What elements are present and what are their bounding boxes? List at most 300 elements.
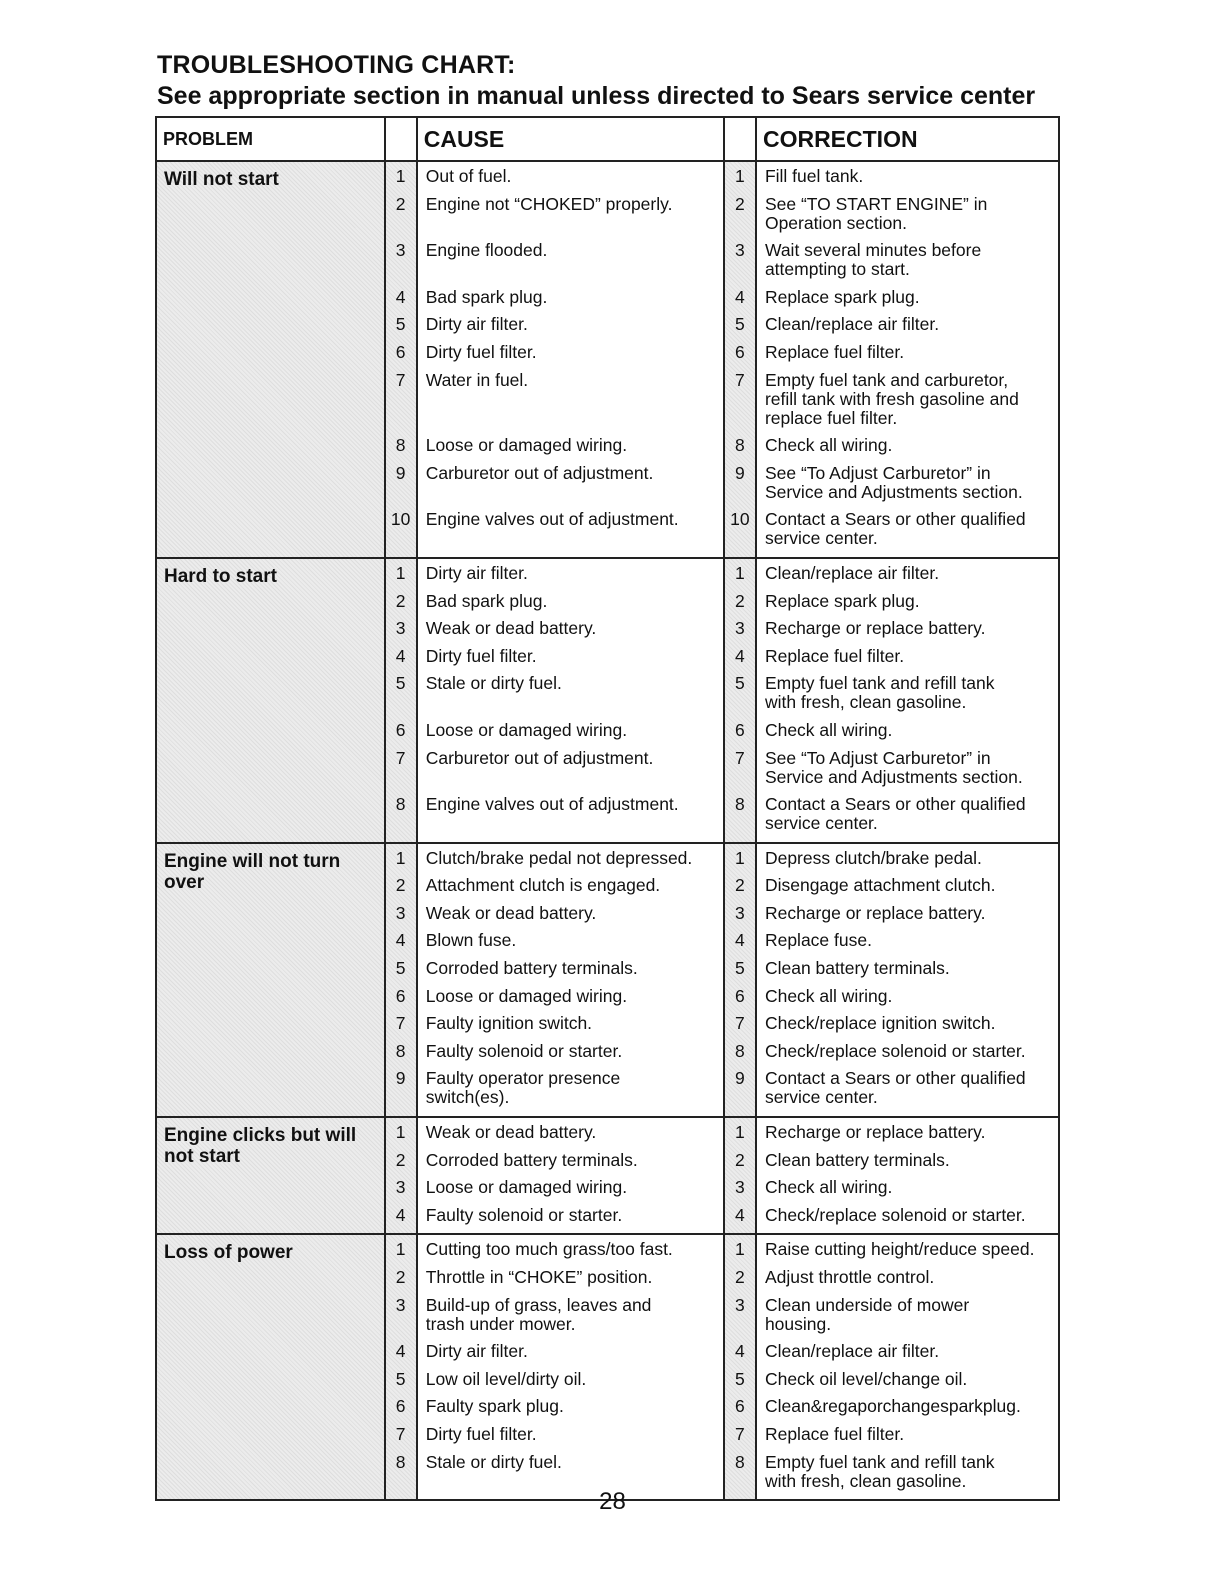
problem-cell (156, 1234, 385, 1500)
list-item (418, 1268, 723, 1296)
problem-label: Will not start (164, 169, 279, 190)
list-item (418, 749, 723, 796)
correction-text: Replace fuel filter. (764, 1423, 905, 1444)
column-header-problem: PROBLEM (156, 117, 385, 161)
problem-label: Loss of power (164, 1242, 293, 1264)
correction-number: 4 (734, 286, 745, 307)
cause-number: 7 (395, 369, 406, 390)
list-item (418, 241, 723, 288)
cause-number: 4 (395, 645, 406, 666)
list-item (725, 1342, 755, 1370)
correction-text: Fill fuel tank. (764, 166, 864, 186)
list-item (386, 288, 416, 316)
list-item (386, 1178, 416, 1206)
list-item (725, 1123, 755, 1151)
correction-number: 9 (734, 1068, 745, 1089)
problem-cell (156, 161, 385, 558)
list-item (386, 1268, 416, 1296)
list-item (757, 1178, 1058, 1206)
list-item (418, 674, 723, 721)
list-item (725, 876, 755, 904)
cause-number: 2 (395, 875, 406, 896)
column-header-correction: CORRECTION (756, 117, 1059, 161)
cause-text: Faulty operator presence switch(es). (425, 1068, 621, 1108)
list-item (418, 564, 723, 592)
cause-number: 8 (395, 1451, 406, 1472)
list-item (418, 1178, 723, 1206)
list-item (725, 849, 755, 877)
cause-text: Bad spark plug. (425, 286, 548, 307)
list-item (386, 1042, 416, 1070)
list-item (386, 1014, 416, 1042)
list-item (418, 1206, 723, 1234)
list-item (418, 959, 723, 987)
list-item (418, 436, 723, 464)
list-item (757, 1123, 1058, 1151)
cause-text: Stale or dirty fuel. (425, 673, 562, 694)
correction-number: 4 (734, 1204, 745, 1225)
list-item (757, 904, 1058, 932)
list-item (757, 959, 1058, 987)
cause-number: 6 (395, 1396, 406, 1417)
cause-number: 6 (395, 341, 406, 362)
problem-label: Engine clicks but will not start (164, 1125, 357, 1168)
cause-text: Faulty solenoid or starter. (425, 1204, 623, 1225)
correction-text: Clean battery terminals. (764, 1149, 950, 1170)
problem-label: Engine will not turn over (164, 850, 341, 893)
cause-number: 2 (395, 193, 406, 214)
list-item (725, 1370, 755, 1398)
list-item (725, 931, 755, 959)
list-item (418, 931, 723, 959)
list-item (725, 1151, 755, 1179)
list-item (418, 464, 723, 511)
list-item (386, 315, 416, 343)
cause-number: 3 (395, 1177, 406, 1198)
correction-text: Replace fuel filter. (764, 341, 905, 362)
list-item (418, 795, 723, 842)
problem-cell (156, 1117, 385, 1234)
correction-number: 3 (734, 618, 745, 639)
correction-number: 10 (730, 509, 750, 530)
list-item (386, 674, 416, 721)
cause-number: 1 (395, 166, 406, 186)
list-item (725, 987, 755, 1015)
correction-text: Clean&regaporchangesparkplug. (764, 1396, 1021, 1417)
correction-text: Replace spark plug. (764, 286, 920, 307)
cause-number: 8 (395, 1040, 406, 1061)
correction-text: Contact a Sears or other qualified service center. (764, 1068, 1026, 1108)
column-header-cause: CAUSE (417, 117, 724, 161)
correction-text: Empty fuel tank and refill tank with fresh, clean gasoline. (764, 673, 995, 713)
list-item (386, 241, 416, 288)
list-item (418, 1296, 723, 1343)
cause-text: Loose or damaged wiring. (425, 1177, 628, 1198)
list-item (386, 987, 416, 1015)
correction-number: 7 (734, 1013, 745, 1034)
cause-text: Dirty air filter. (425, 1341, 528, 1362)
list-item (725, 241, 755, 288)
correction-number: 1 (734, 1239, 745, 1260)
list-item (725, 1296, 755, 1343)
list-item (386, 195, 416, 242)
correction-number: 7 (734, 1423, 745, 1444)
list-item (757, 1014, 1058, 1042)
list-item (386, 1425, 416, 1453)
cause-number: 6 (395, 985, 406, 1006)
list-item (757, 1151, 1058, 1179)
list-item (757, 931, 1058, 959)
correction-number-cell (724, 1117, 756, 1234)
table-body (156, 161, 1059, 1500)
cause-number: 2 (395, 590, 406, 611)
correction-number: 1 (734, 166, 745, 186)
correction-number: 3 (734, 240, 745, 261)
list-item (725, 564, 755, 592)
correction-number: 9 (734, 462, 745, 483)
cause-text: Weak or dead battery. (425, 1122, 597, 1143)
cause-number: 9 (395, 1068, 406, 1089)
list-item (418, 1042, 723, 1070)
correction-number: 5 (734, 673, 745, 694)
list-item (725, 288, 755, 316)
list-item (386, 510, 416, 557)
list-item (386, 749, 416, 796)
correction-text: Raise cutting height/reduce speed. (764, 1239, 1035, 1260)
list-item (386, 167, 416, 195)
list-item (418, 876, 723, 904)
correction-number: 2 (734, 875, 745, 896)
list-item (386, 371, 416, 437)
cause-number: 8 (395, 435, 406, 456)
list-item (418, 1425, 723, 1453)
list-item (757, 343, 1058, 371)
correction-text: Clean battery terminals. (764, 958, 950, 979)
correction-text: Empty fuel tank and refill tank with fresh, clean gasoline. (764, 1451, 995, 1491)
list-item (725, 1178, 755, 1206)
problem-label: Hard to start (164, 565, 277, 587)
correction-text-cell (756, 558, 1059, 843)
correction-text: Wait several minutes before attempting to start. (764, 240, 982, 280)
list-item (418, 1151, 723, 1179)
list-item (418, 167, 723, 195)
cause-number: 3 (395, 618, 406, 639)
cause-text-cell (417, 1234, 724, 1500)
correction-text: Empty fuel tank and carburetor, refill tank with fresh gasoline and replace fuel filter. (764, 369, 1019, 428)
cause-number: 7 (395, 1423, 406, 1444)
list-item (757, 1042, 1058, 1070)
list-item (757, 288, 1058, 316)
page-number: 28 (599, 1488, 626, 1515)
list-item (725, 904, 755, 932)
correction-number: 3 (734, 902, 745, 923)
problem-section-row (156, 1234, 1059, 1500)
correction-number: 6 (734, 719, 745, 740)
correction-number: 6 (734, 985, 745, 1006)
list-item (418, 315, 723, 343)
list-item (386, 564, 416, 592)
cause-number: 1 (395, 847, 406, 868)
problem-cell (156, 558, 385, 843)
cause-text: Faulty spark plug. (425, 1396, 564, 1417)
list-item (725, 1014, 755, 1042)
column-header-cause-number (385, 117, 417, 161)
correction-number: 8 (734, 794, 745, 815)
list-item (725, 619, 755, 647)
correction-text: Check all wiring. (764, 1177, 893, 1198)
cause-text: Throttle in “CHOKE” position. (425, 1267, 653, 1287)
correction-text: Check/replace ignition switch. (764, 1013, 996, 1034)
list-item (757, 1069, 1058, 1116)
list-item (725, 959, 755, 987)
column-header-correction-number (724, 117, 756, 161)
list-item (386, 1370, 416, 1398)
list-item (725, 1042, 755, 1070)
list-item (418, 343, 723, 371)
correction-number: 7 (734, 747, 745, 768)
list-item (725, 749, 755, 796)
list-item (757, 1240, 1058, 1268)
cause-text: Water in fuel. (425, 369, 529, 390)
cause-number: 4 (395, 1204, 406, 1225)
correction-text: Replace fuel filter. (764, 645, 905, 666)
list-item (386, 721, 416, 749)
correction-text: Check/replace solenoid or starter. (764, 1204, 1026, 1225)
correction-text: See “To Adjust Carburetor” in Service and Adjustments section. (764, 462, 1023, 502)
cause-text: Dirty fuel filter. (425, 341, 537, 362)
cause-text: Corroded battery terminals. (425, 1149, 638, 1170)
cause-number: 5 (395, 1368, 406, 1389)
list-item (386, 904, 416, 932)
table-header-row (156, 117, 1059, 161)
list-item (386, 647, 416, 675)
correction-number-cell (724, 843, 756, 1117)
correction-number-cell (724, 558, 756, 843)
cause-text: Blown fuse. (425, 930, 517, 951)
list-item (757, 674, 1058, 721)
cause-text: Weak or dead battery. (425, 902, 597, 923)
list-item (725, 647, 755, 675)
correction-text: Check all wiring. (764, 985, 893, 1006)
list-item (386, 849, 416, 877)
cause-number: 2 (395, 1149, 406, 1170)
problem-cell (156, 843, 385, 1117)
cause-text: Loose or damaged wiring. (425, 719, 628, 740)
list-item (386, 619, 416, 647)
list-item (386, 1069, 416, 1116)
cause-number-cell (385, 1117, 417, 1234)
list-item (418, 619, 723, 647)
list-item (757, 876, 1058, 904)
list-item (757, 315, 1058, 343)
correction-number-cell (724, 1234, 756, 1500)
list-item (757, 987, 1058, 1015)
cause-text: Loose or damaged wiring. (425, 985, 628, 1006)
correction-number: 5 (734, 1368, 745, 1389)
cause-text: Loose or damaged wiring. (425, 435, 628, 456)
list-item (418, 1069, 723, 1116)
list-item (725, 674, 755, 721)
cause-text: Weak or dead battery. (425, 618, 597, 639)
cause-text-cell (417, 558, 724, 843)
correction-text: Recharge or replace battery. (764, 902, 986, 923)
correction-number: 7 (734, 369, 745, 390)
cause-text: Out of fuel. (425, 166, 512, 186)
list-item (757, 436, 1058, 464)
cause-number: 4 (395, 930, 406, 951)
cause-text: Dirty air filter. (425, 314, 528, 335)
list-item (418, 510, 723, 557)
correction-number: 4 (734, 645, 745, 666)
cause-text: Faulty ignition switch. (425, 1013, 593, 1034)
list-item (386, 1296, 416, 1343)
correction-text: See “To Adjust Carburetor” in Service and Adjustments section. (764, 747, 1023, 787)
list-item (757, 795, 1058, 842)
list-item (757, 592, 1058, 620)
list-item (725, 1268, 755, 1296)
cause-text: Engine not “CHOKED” properly. (425, 193, 673, 214)
list-item (725, 436, 755, 464)
list-item (757, 1425, 1058, 1453)
list-item (418, 371, 723, 437)
list-item (757, 647, 1058, 675)
cause-number: 4 (395, 286, 406, 307)
cause-number-cell (385, 558, 417, 843)
correction-text: Recharge or replace battery. (764, 618, 986, 639)
list-item (418, 1397, 723, 1425)
list-item (725, 795, 755, 842)
correction-number: 6 (734, 341, 745, 362)
correction-number: 2 (734, 590, 745, 611)
list-item (418, 1240, 723, 1268)
list-item (418, 288, 723, 316)
cause-number: 9 (395, 462, 406, 483)
cause-number: 5 (395, 673, 406, 694)
troubleshooting-table (155, 116, 1060, 1501)
problem-section-row (156, 161, 1059, 558)
correction-text: Clean underside of mower housing. (764, 1294, 970, 1334)
list-item (418, 904, 723, 932)
correction-text: Check/replace solenoid or starter. (764, 1040, 1026, 1061)
correction-number: 1 (734, 562, 745, 583)
correction-text: Depress clutch/brake pedal. (764, 847, 982, 868)
problem-section-row (156, 558, 1059, 843)
correction-text: Disengage attachment clutch. (764, 875, 996, 896)
cause-text: Dirty fuel filter. (425, 645, 537, 666)
list-item (725, 592, 755, 620)
list-item (725, 1069, 755, 1116)
list-item (757, 849, 1058, 877)
correction-number: 6 (734, 1396, 745, 1417)
list-item (418, 1123, 723, 1151)
cause-number: 5 (395, 314, 406, 335)
correction-text: Replace spark plug. (764, 590, 920, 611)
list-item (725, 721, 755, 749)
list-item (725, 1425, 755, 1453)
correction-number: 8 (734, 1040, 745, 1061)
correction-text: Clean/replace air filter. (764, 562, 940, 583)
list-item (386, 343, 416, 371)
correction-number: 2 (734, 1267, 745, 1287)
list-item (725, 510, 755, 557)
cause-text: Dirty fuel filter. (425, 1423, 537, 1444)
correction-number: 3 (734, 1177, 745, 1198)
list-item (725, 1240, 755, 1268)
cause-number-cell (385, 161, 417, 558)
correction-number: 3 (734, 1294, 745, 1315)
list-item (757, 371, 1058, 437)
cause-number: 1 (395, 1122, 406, 1143)
cause-number: 7 (395, 1013, 406, 1034)
correction-text: Check all wiring. (764, 435, 893, 456)
problem-section-row (156, 1117, 1059, 1234)
cause-number: 3 (395, 1294, 406, 1315)
list-item (386, 1151, 416, 1179)
correction-number: 5 (734, 958, 745, 979)
list-item (386, 1123, 416, 1151)
cause-text: Carburetor out of adjustment. (425, 462, 654, 483)
cause-text-cell (417, 1117, 724, 1234)
cause-number: 3 (395, 902, 406, 923)
correction-number-cell (724, 161, 756, 558)
correction-number: 5 (734, 314, 745, 335)
cause-text: Bad spark plug. (425, 590, 548, 611)
cause-text: Build-up of grass, leaves and trash under mower. (425, 1294, 652, 1334)
list-item (418, 1370, 723, 1398)
problem-section-row (156, 843, 1059, 1117)
cause-number-cell (385, 1234, 417, 1500)
cause-text-cell (417, 843, 724, 1117)
list-item (418, 987, 723, 1015)
list-item (418, 1342, 723, 1370)
cause-text: Carburetor out of adjustment. (425, 747, 654, 768)
correction-number: 1 (734, 1122, 745, 1143)
list-item (725, 1206, 755, 1234)
list-item (757, 1370, 1058, 1398)
list-item (418, 195, 723, 242)
list-item (386, 959, 416, 987)
cause-number: 2 (395, 1267, 406, 1287)
cause-number: 1 (395, 562, 406, 583)
cause-number: 5 (395, 958, 406, 979)
cause-number: 7 (395, 747, 406, 768)
correction-text: Clean/replace air filter. (764, 1341, 940, 1362)
cause-text: Stale or dirty fuel. (425, 1451, 562, 1472)
cause-text: Low oil level/dirty oil. (425, 1368, 587, 1389)
list-item (757, 1268, 1058, 1296)
list-item (386, 876, 416, 904)
cause-text: Corroded battery terminals. (425, 958, 638, 979)
list-item (725, 464, 755, 511)
page-subtitle: See appropriate section in manual unless directed to Sears service center (157, 82, 1036, 110)
list-item (757, 195, 1058, 242)
cause-text: Clutch/brake pedal not depressed. (425, 847, 693, 868)
cause-text: Attachment clutch is engaged. (425, 875, 661, 896)
correction-text: Recharge or replace battery. (764, 1122, 986, 1143)
list-item (418, 592, 723, 620)
correction-text: Check all wiring. (764, 719, 893, 740)
correction-text: Contact a Sears or other qualified service center. (764, 794, 1026, 834)
cause-text: Engine valves out of adjustment. (425, 509, 679, 530)
list-item (386, 464, 416, 511)
correction-number: 2 (734, 193, 745, 214)
correction-text: Contact a Sears or other qualified service center. (764, 509, 1026, 549)
correction-text-cell (756, 1117, 1059, 1234)
list-item (386, 931, 416, 959)
cause-number: 4 (395, 1341, 406, 1362)
list-item (386, 1397, 416, 1425)
cause-text: Cutting too much grass/too fast. (425, 1239, 673, 1260)
